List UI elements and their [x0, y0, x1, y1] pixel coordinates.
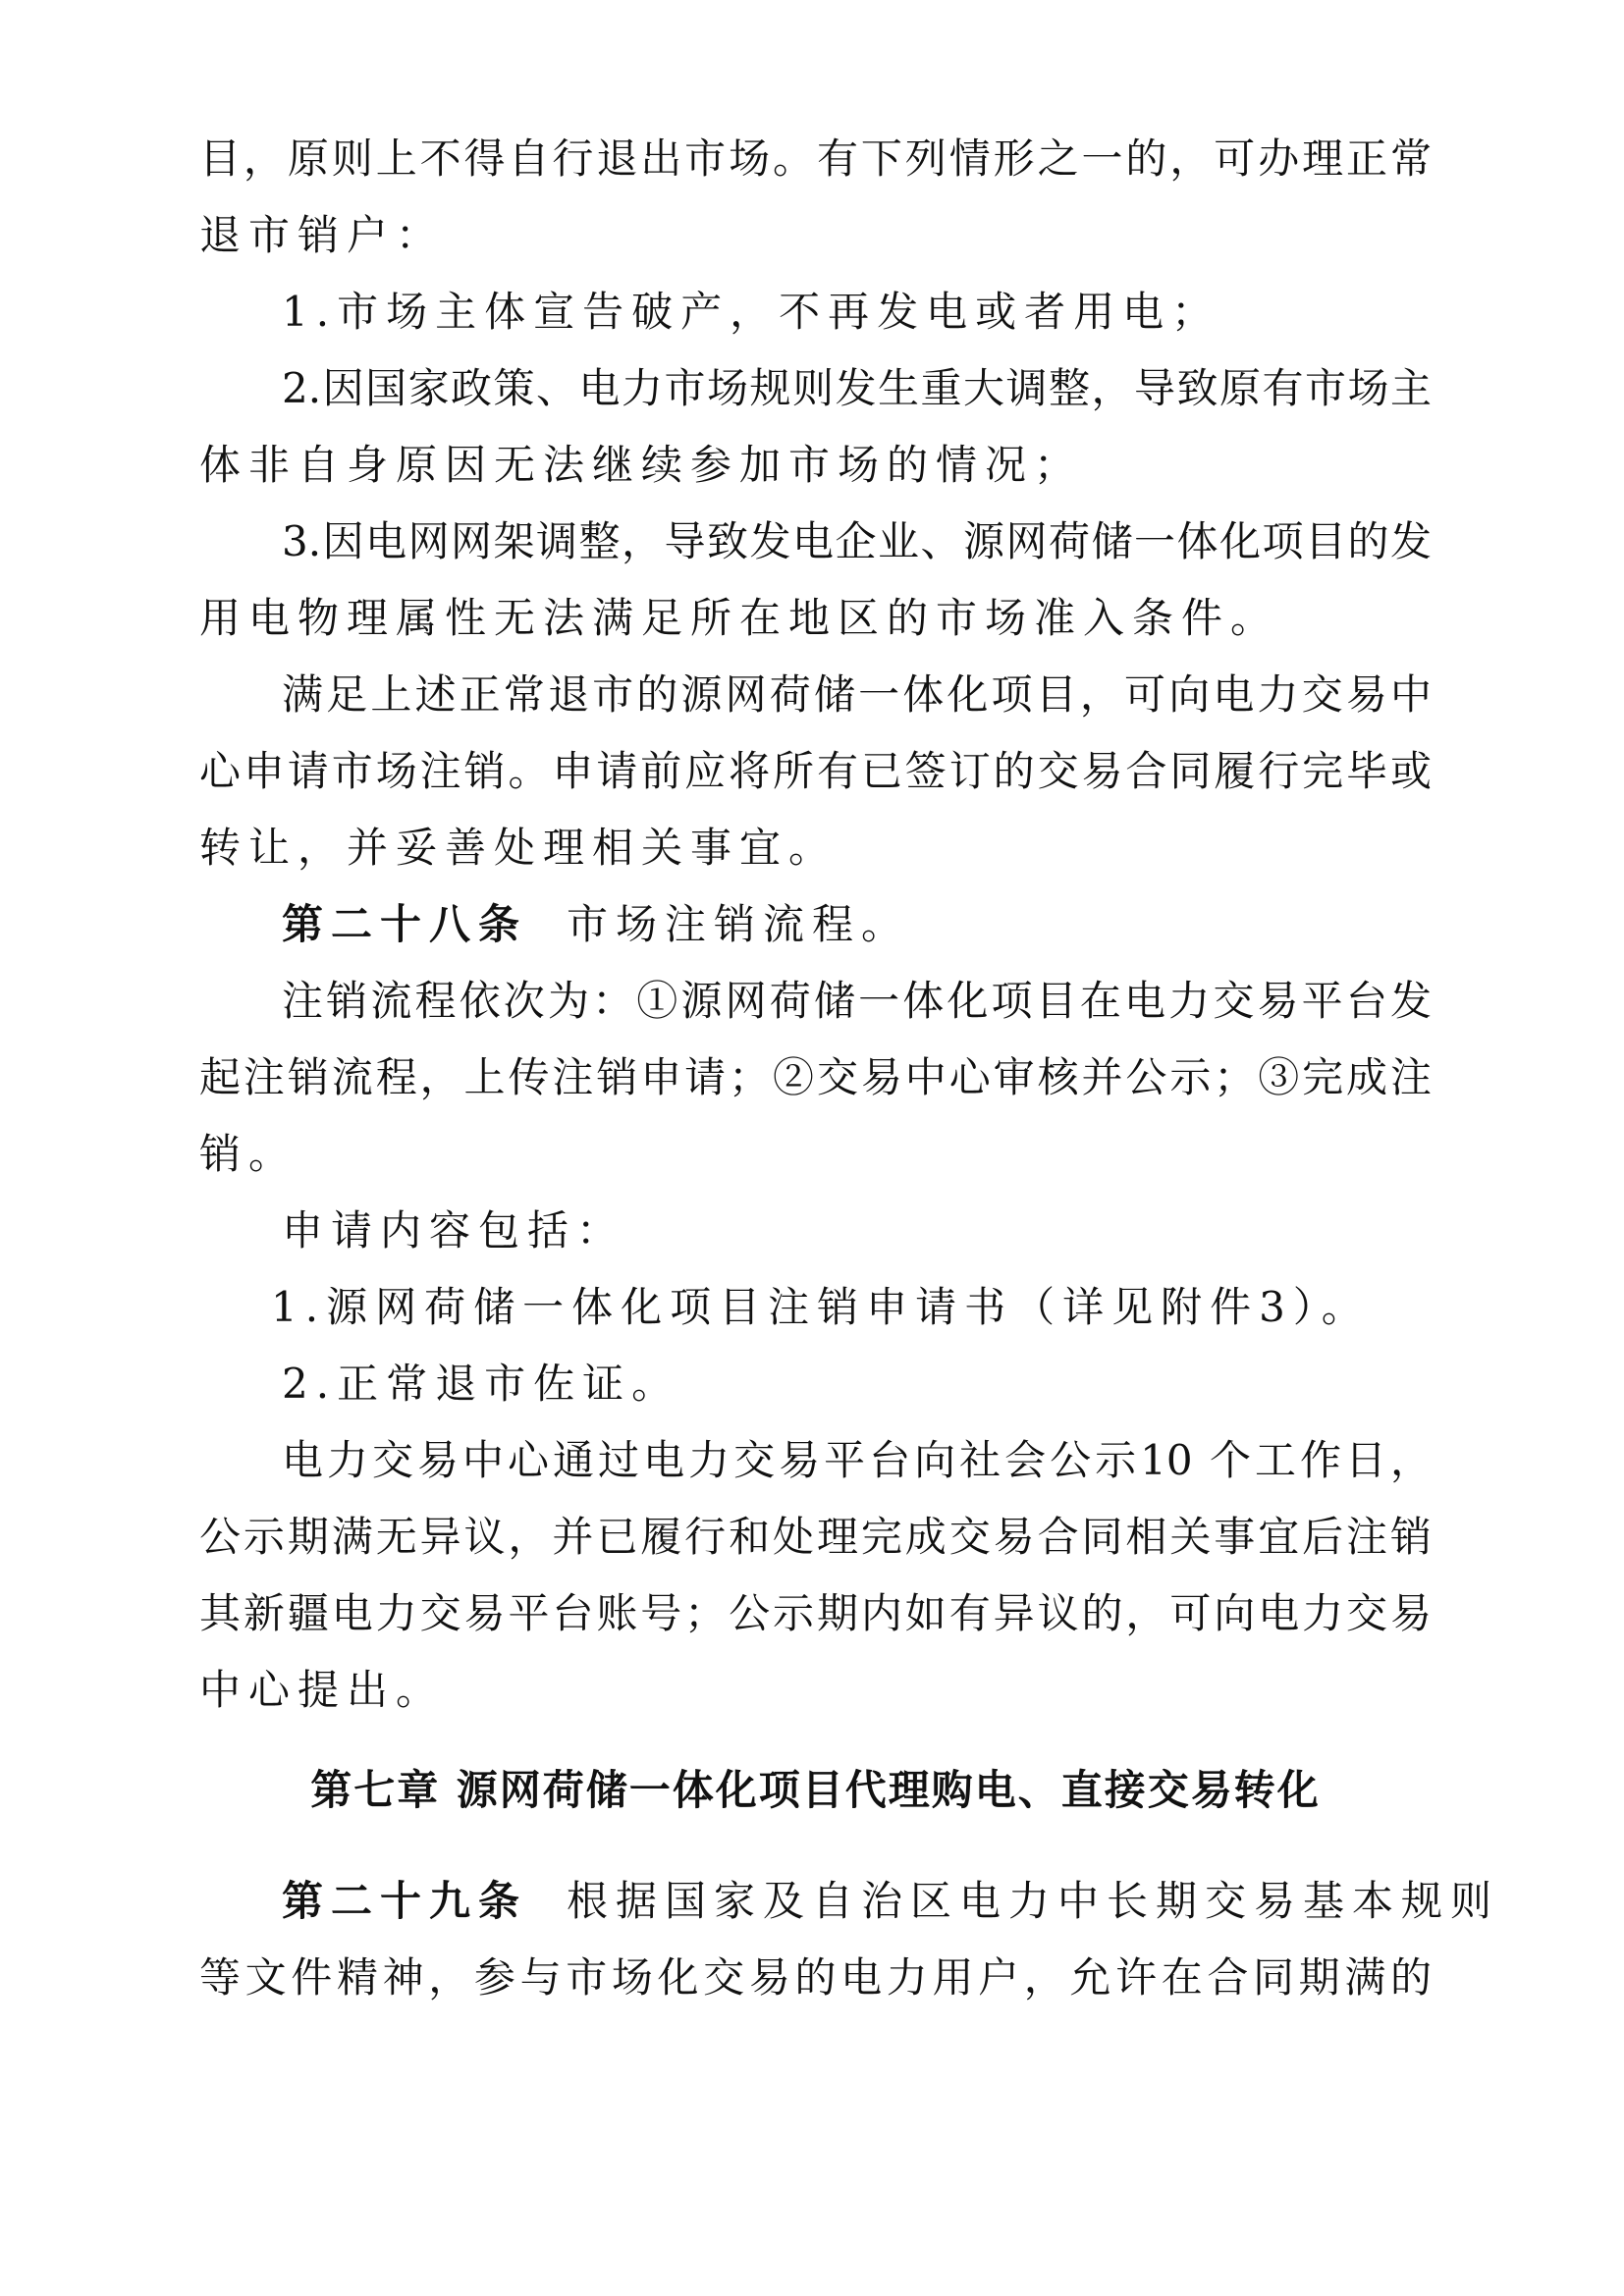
paragraph-line: 目，原则上不得自行退出市场。有下列情形之一的，可办理正常: [199, 134, 1432, 183]
list-item: 2.因国家政策、电力市场规则发生重大调整，导致原有市场主: [282, 364, 1432, 412]
chapter-7-heading: 第七章 源网荷储一体化项目代理购电、直接交易转化: [310, 1766, 1321, 1814]
paragraph-line: 电力交易中心通过电力交易平台向社会公示10 个工作日，: [282, 1436, 1432, 1484]
paragraph-line: 退市销户：: [199, 211, 446, 259]
paragraph-line: 心申请市场注销。申请前应将所有已签订的交易合同履行完毕或: [199, 747, 1432, 795]
article-28-title: 第二十八条: [282, 900, 528, 948]
paragraph-line: 满足上述正常退市的源网荷储一体化项目，可向电力交易中: [282, 670, 1432, 719]
article-28-text: 市场注销流程。: [567, 900, 911, 948]
list-item: 3.因电网网架调整，导致发电企业、源网荷储一体化项目的发: [282, 517, 1432, 565]
article-29-heading: [282, 1863, 1500, 1940]
paragraph-line: 体非自身原因无法继续参加市场的情况；: [199, 441, 1084, 489]
paragraph-line: 销。: [199, 1130, 298, 1178]
list-item: 1.源网荷储一体化项目注销申请书（详见附件3）。: [271, 1283, 1371, 1331]
paragraph-line: 起注销流程，上传注销申请；②交易中心审核并公示；③完成注: [199, 1053, 1432, 1101]
paragraph-line: 公示期满无异议，并已履行和处理完成交易合同相关事宜后注销: [199, 1513, 1432, 1561]
article-29-title: 第二十九条: [282, 1877, 528, 1925]
paragraph-line: 中心提出。: [199, 1666, 446, 1714]
paragraph-line: 等文件精神，参与市场化交易的电力用户，允许在合同期满的: [199, 1953, 1432, 2002]
paragraph-line: 其新疆电力交易平台账号；公示期内如有异议的，可向电力交易: [199, 1589, 1432, 1637]
paragraph-line: 申请内容包括：: [282, 1206, 626, 1255]
article-28-heading: [282, 886, 1432, 963]
article-29-text: 根据国家及自治区电力中长期交易基本规则: [567, 1877, 1500, 1925]
paragraph-line: 转让，并妥善处理相关事宜。: [199, 824, 839, 872]
paragraph-line: 注销流程依次为：①源网荷储一体化项目在电力交易平台发: [282, 977, 1432, 1025]
paragraph-line: 用电物理属性无法满足所在地区的市场准入条件。: [199, 594, 1280, 642]
list-item: 2.正常退市佐证。: [282, 1360, 681, 1408]
list-item: 1.市场主体宣告破产，不再发电或者用电；: [282, 288, 1221, 336]
